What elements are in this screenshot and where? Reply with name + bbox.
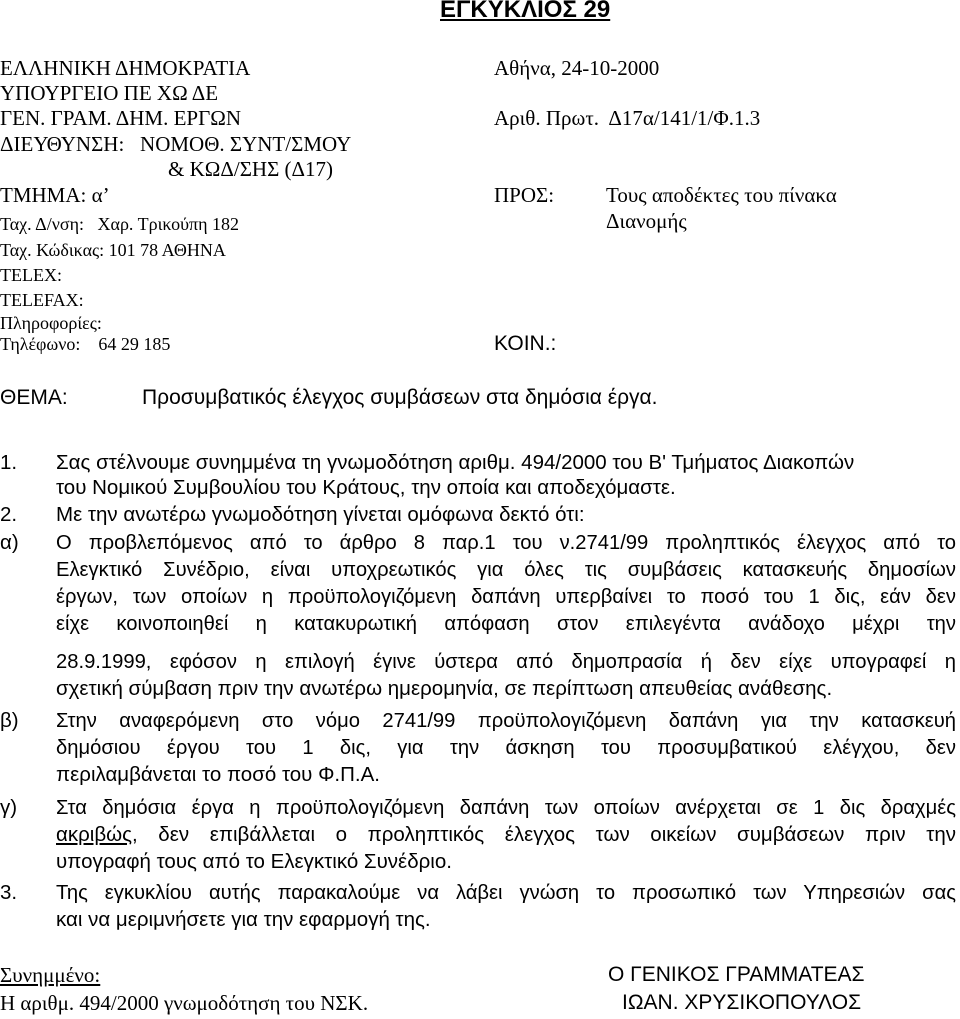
paragraph-line: σχετική σύμβαση πριν την ανωτέρω ημερομηνία, σε περίπτωση απευθείας ανάθεσης.: [56, 677, 833, 700]
emphasized-word: ακριβώς: [56, 823, 132, 846]
paragraph-line: Με την ανωτέρω γνωμοδότηση γίνεται ομόφωνα δεκτό ότι:: [56, 503, 585, 526]
to-label: ΠΡΟΣ:: [494, 183, 555, 207]
justified-line: 28.9.1999, εφόσον η επιλογή έγινε ύστερα από δημοπρασία ή δεν είχε υπογραφεί η: [56, 651, 956, 673]
justified-line: Στα δημόσια έργα η προϋπολογιζόμενη δαπάνη των οποίων ανέρχεται σε 1 δις δραχμές: [56, 797, 956, 819]
attachment-text: Η αριθμ. 494/2000 γνωμοδότηση του ΝΣΚ.: [0, 991, 369, 1015]
sender-phone: Τηλέφωνο: 64 29 185: [0, 334, 171, 354]
sender-directorate-cont: & ΚΩΔ/ΣΗΣ (Δ17): [168, 157, 334, 181]
item-label: γ): [0, 796, 18, 819]
justified-line: Της εγκυκλίου αυτής παρακαλούμε να λάβει γνώση το προσωπικό των Υπηρεσιών σας: [56, 882, 956, 904]
sender-department: ΤΜΗΜΑ: α’: [0, 183, 110, 207]
sender-country: ΕΛΛΗΝΙΚΗ ΔΗΜΟΚΡΑΤΙΑ: [0, 56, 251, 80]
sender-telex: TELEX:: [0, 265, 62, 285]
document-date: Αθήνα, 24-10-2000: [494, 56, 660, 80]
document-title: ΕΓΚΥΚΛΙΟΣ 29: [440, 0, 611, 23]
sender-general-secretariat: ΓΕΝ. ΓΡΑΜ. ΔΗΜ. ΕΡΓΩΝ: [0, 106, 241, 130]
attachment-label: Συνημμένο:: [0, 963, 101, 987]
sender-postcode: Ταχ. Κώδικας: 101 78 ΑΘΗΝΑ: [0, 240, 226, 260]
paragraph-number: 1.: [0, 451, 18, 474]
sender-info: Πληροφορίες:: [0, 313, 102, 333]
to-recipients: Τους αποδέκτες του πίνακα: [606, 183, 837, 207]
paragraph-line: Σας στέλνουμε συνημμένα τη γνωμοδότηση αριθμ. 494/2000 του Β' Τμήματος Διακοπών: [56, 451, 855, 474]
sender-directorate: ΔΙΕΥΘΥΝΣΗ: ΝΟΜΟΘ. ΣΥΝΤ/ΣΜΟΥ: [0, 132, 352, 156]
justified-line: [56, 822, 956, 848]
justified-line: είχε κοινοποιηθεί η κατακυρωτική απόφαση στον επιλεγέντα ανάδοχο μέχρι την: [56, 613, 956, 635]
paragraph-line: του Νομικού Συμβουλίου του Κράτους, την οποία και αποδεχόμαστε.: [56, 476, 676, 499]
koin-label: ΚΟΙΝ.:: [494, 332, 557, 355]
paragraph-number: 3.: [0, 881, 18, 904]
sender-address: Ταχ. Δ/νση: Χαρ. Τρικούπη 182: [0, 214, 240, 234]
signer-name: ΙΩΑΝ. ΧΡΥΣΙΚΟΠΟΥΛΟΣ: [622, 991, 862, 1014]
subject-text: Προσυμβατικός έλεγχος συμβάσεων στα δημόσια έργα.: [142, 386, 658, 409]
line-remainder: , δεν επιβάλλεται ο προληπτικός έλεγχος των οικείων συμβάσεων πριν την: [132, 823, 956, 846]
justified-line: δημόσιου έργου του 1 δις, για την άσκηση του προσυμβατικού ελέγχου, δεν: [56, 737, 956, 759]
paragraph-number: 2.: [0, 503, 18, 526]
sender-telefax: TELEFAX:: [0, 290, 84, 310]
item-label: α): [0, 531, 19, 554]
protocol-number: Αριθ. Πρωτ. Δ17α/141/1/Φ.1.3: [494, 106, 761, 130]
justified-line: Στην αναφερόμενη στο νόμο 2741/99 προϋπολογιζόμενη δαπάνη για την κατασκευή: [56, 710, 956, 732]
sender-ministry: ΥΠΟΥΡΓΕΙΟ ΠΕ ΧΩ ΔΕ: [0, 81, 219, 105]
paragraph-line: περιλαμβάνεται το ποσό του Φ.Π.Α.: [56, 763, 380, 786]
to-recipients-cont: Διανομής: [606, 209, 687, 233]
justified-line: Ελεγκτικό Συνέδριο, είναι υποχρεωτικός για όλες τις συμβάσεις κατασκευής δημοσίων: [56, 559, 956, 581]
justified-line: έργων, των οποίων η προϋπολογιζόμενη δαπάνη υπερβαίνει το ποσό του 1 δις, εάν δεν: [56, 586, 956, 608]
item-label: β): [0, 709, 19, 732]
paragraph-line: και να μεριμνήσετε για την εφαρμογή της.: [56, 908, 431, 931]
paragraph-line: υπογραφή τους από το Ελεγκτικό Συνέδριο.: [56, 850, 452, 873]
justified-line: Ο προβλεπόμενος από το άρθρο 8 παρ.1 του ν.2741/99 προληπτικός έλεγχος από το: [56, 532, 956, 554]
subject-label: ΘΕΜΑ:: [0, 386, 68, 409]
signer-title: Ο ΓΕΝΙΚΟΣ ΓΡΑΜΜΑΤΕΑΣ: [608, 963, 865, 986]
